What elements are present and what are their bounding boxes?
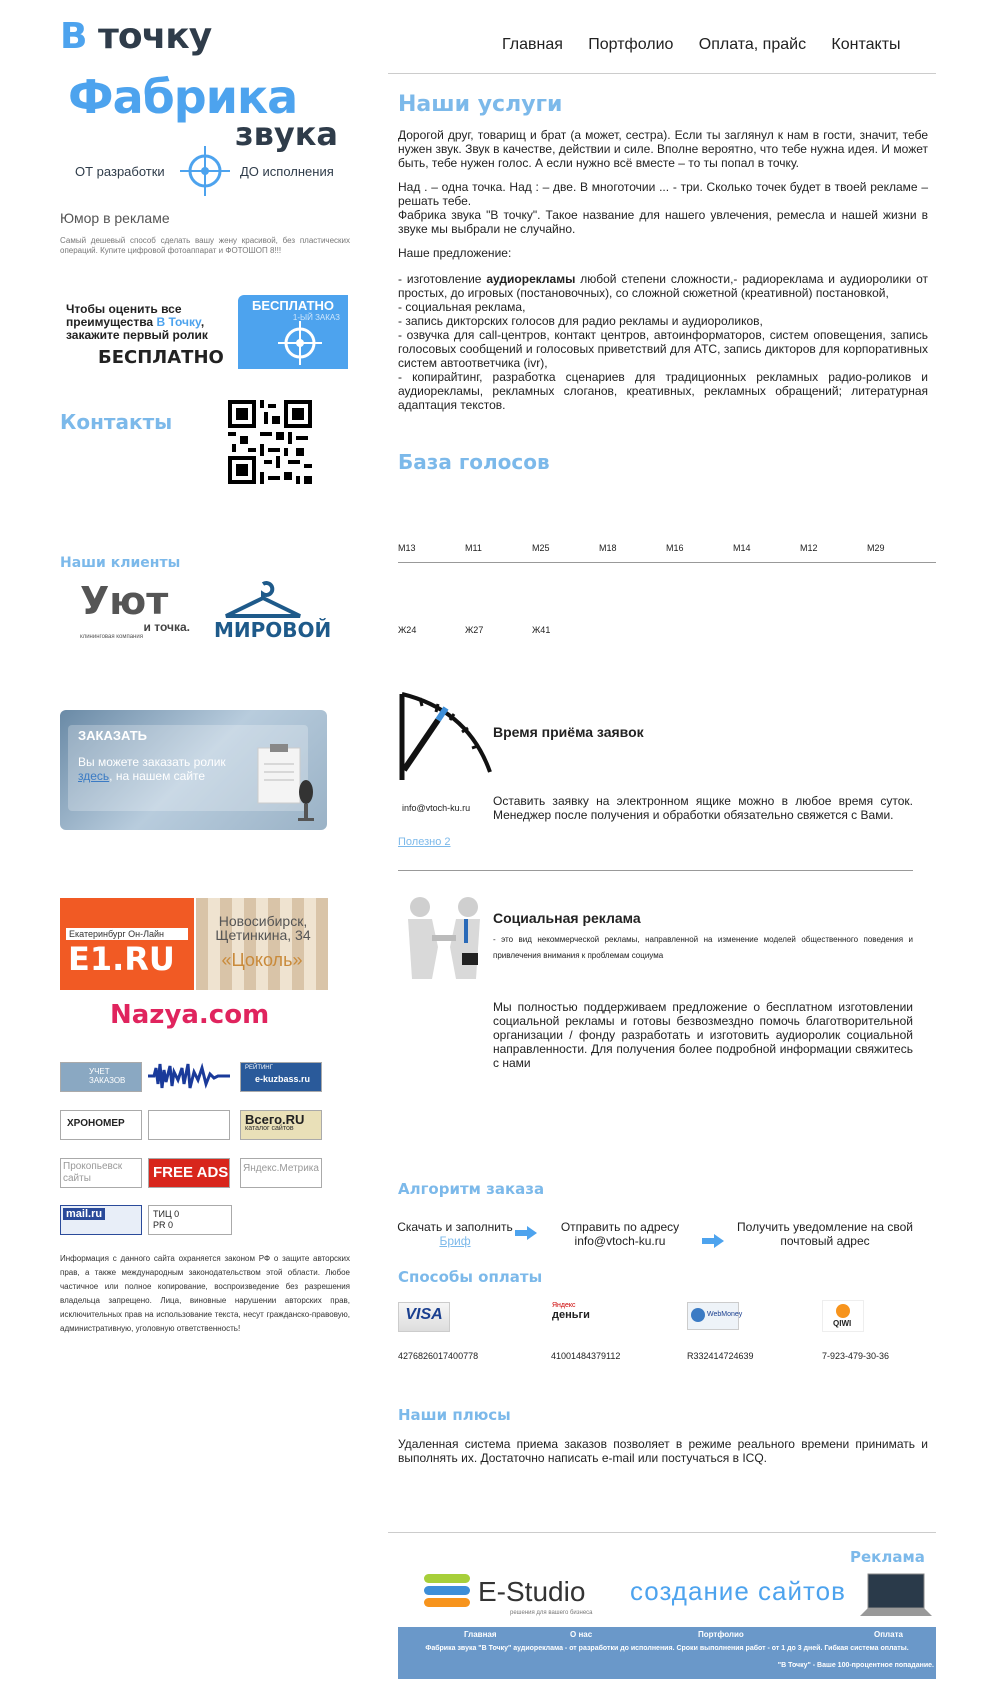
estudio-name: E-Studio bbox=[478, 1576, 586, 1607]
client1-big: Уют bbox=[80, 579, 169, 623]
badge-tic[interactable] bbox=[148, 1205, 232, 1235]
promo-free: БЕСПЛАТНО bbox=[98, 347, 224, 368]
copyright-text: Информация с данного сайта охраняется законом РФ о защите авторских прав, а также международным законодательством этой области. Любое частичное или полное копирование, воспроизведение без разрешения владельца запрещено. Лица, виновные нарушении авторских прав, исключительных прав на использование текста, несут гражданско-правовую, административную, уголовную ответственность! bbox=[60, 1254, 350, 1333]
hours-title: Время приёма заявок bbox=[493, 724, 644, 740]
ad-title: Реклама bbox=[850, 1548, 925, 1566]
promo-line2: преимущества bbox=[66, 315, 154, 329]
badge-freeads-text: FREE ADS bbox=[153, 1164, 229, 1181]
footer-link-about[interactable]: О нас bbox=[570, 1630, 593, 1639]
qiwi-icon bbox=[835, 1303, 851, 1319]
voice-item[interactable]: М12 bbox=[800, 543, 818, 553]
algo-step1 bbox=[395, 1220, 515, 1248]
logo-small bbox=[60, 16, 211, 57]
logo-block[interactable] bbox=[60, 14, 360, 194]
order-link[interactable]: здесь bbox=[78, 769, 110, 783]
badge-tic-text: ТИЦ 0 PR 0 bbox=[153, 1209, 180, 1230]
promo-badge-sub: 1-ЫЙ ЗАКАЗ bbox=[292, 313, 340, 322]
logo-tagline-right: ДО исполнения bbox=[240, 164, 334, 179]
qiwi-text: QIWI bbox=[833, 1319, 852, 1328]
services-p2b: Фабрика звука "В точку". Такое название для нашего увлечения, ремесла и нашей жизни в звуке мы выбрали не случайно. bbox=[398, 208, 928, 236]
offer-item: - копирайтинг, разработка сценариев для традиционных рекламных радио-роликов и аудиорекламы, рекламных слоганов, креативных, рекламных обращений; литературная адаптация текстов. bbox=[398, 370, 928, 412]
voice-item[interactable]: М29 bbox=[867, 543, 885, 553]
order-text bbox=[78, 755, 238, 783]
badge-uchet[interactable] bbox=[60, 1062, 142, 1092]
algorithm-title: Алгоритм заказа bbox=[398, 1180, 545, 1198]
badge-yandex-text: Яндекс.Метрика bbox=[243, 1163, 319, 1174]
social-title: Социальная реклама bbox=[493, 910, 641, 926]
badge-chronomer-text: ХРОНОМЕР bbox=[67, 1118, 125, 1129]
webmoney-number: R332414724639 bbox=[687, 1351, 754, 1361]
nsk-brand: «Цоколь» bbox=[221, 950, 303, 970]
qiwi-number: 7-923-479-30-36 bbox=[822, 1351, 890, 1361]
footer-links bbox=[398, 1627, 936, 1641]
order-text-1: Вы можете заказать ролик bbox=[78, 755, 226, 769]
order-text-2: , на нашем сайте bbox=[109, 769, 206, 783]
nsk-banner[interactable] bbox=[196, 898, 328, 990]
main-nav bbox=[480, 36, 901, 54]
qr-code[interactable] bbox=[228, 400, 312, 484]
social-sub: - это вид некоммерческой рекламы, направленной на изменение моделей общественного поведения и привлечения внимания к проблемам социума bbox=[493, 935, 913, 960]
estudio-banner[interactable] bbox=[420, 1570, 940, 1620]
order-title: ЗАКАЗАТЬ bbox=[78, 728, 148, 743]
clipboard-mic-icon bbox=[250, 740, 320, 825]
promo-badge bbox=[238, 295, 348, 369]
client1-small: и точка. bbox=[143, 620, 190, 634]
footer-divider bbox=[388, 1532, 936, 1533]
arrow-right-icon bbox=[515, 1226, 537, 1240]
footer-link-home[interactable]: Главная bbox=[464, 1630, 497, 1639]
nav-contacts[interactable]: Контакты bbox=[831, 36, 901, 53]
voices-divider bbox=[398, 562, 936, 563]
badge-vsego[interactable] bbox=[240, 1110, 322, 1140]
badge-ekuzbass-text: e-kuzbass.ru bbox=[255, 1074, 311, 1084]
voice-item[interactable]: Ж24 bbox=[398, 625, 417, 635]
visa-text: VISA bbox=[405, 1306, 443, 1323]
hours-link[interactable]: Полезно 2 bbox=[398, 836, 451, 848]
voice-item[interactable]: М13 bbox=[398, 543, 416, 553]
offer-intro bbox=[398, 272, 928, 300]
e1-main: E1.RU bbox=[68, 940, 175, 978]
promo-banner[interactable] bbox=[60, 295, 348, 370]
logo-small-v: В bbox=[60, 16, 87, 57]
footer-line2: "В Точку" - Ваше 100-процентное попадание. bbox=[777, 1662, 934, 1669]
e1-banner[interactable] bbox=[60, 898, 194, 990]
webmoney-logo[interactable] bbox=[687, 1302, 743, 1330]
voice-item[interactable]: М18 bbox=[599, 543, 617, 553]
promo-target-icon bbox=[278, 321, 322, 365]
badge-vsego-text: Всего.RU bbox=[245, 1112, 305, 1127]
handshake-icon bbox=[398, 895, 490, 979]
hours-email[interactable]: info@vtoch-ku.ru bbox=[402, 803, 471, 813]
promo-text: Чтобы оценить все преимущества В Точку, закажите первый ролик bbox=[66, 302, 208, 342]
client2-name: МИРОВОЙ bbox=[214, 618, 332, 642]
offer-item: - социальная реклама, bbox=[398, 300, 526, 314]
yandex-bottom: деньги bbox=[552, 1309, 590, 1321]
yandex-money-logo[interactable] bbox=[552, 1302, 602, 1330]
pluses-text: Удаленная система приема заказов позволяет в режиме реального времени принимать и выполнять их. Достаточно написать e-mail или постучаться в ICQ. bbox=[398, 1437, 928, 1465]
voice-item[interactable]: М16 bbox=[666, 543, 684, 553]
voices-title: База голосов bbox=[398, 450, 550, 474]
nav-pricing[interactable]: Оплата, прайс bbox=[698, 36, 807, 53]
badge-prokopyevsk[interactable] bbox=[60, 1158, 142, 1188]
voice-item[interactable]: Ж27 bbox=[465, 625, 484, 635]
nsk-text: Новосибирск, Щетинкина, 34 bbox=[215, 913, 311, 943]
badge-mailru[interactable] bbox=[60, 1205, 142, 1235]
offer-item: - озвучка для call-центров, контакт центров, автоинформаторов, систем оповещения, запись голосовых сообщений и голосовых приветствий для АТС, запись дикторов для корпоративных систем автоответчика (ivr), bbox=[398, 328, 928, 370]
hanger-icon bbox=[218, 580, 308, 620]
services-p2 bbox=[398, 180, 928, 208]
promo-line1: Чтобы оценить все bbox=[66, 302, 182, 316]
footer bbox=[398, 1627, 936, 1679]
qiwi-logo[interactable] bbox=[822, 1300, 864, 1332]
promo-badge-title: БЕСПЛАТНО bbox=[251, 298, 335, 313]
algo-step2-2: info@vtoch-ku.ru bbox=[574, 1234, 666, 1248]
nav-home[interactable]: Главная bbox=[502, 36, 563, 53]
laptop-icon bbox=[860, 1570, 940, 1620]
badge-vsego-sub: каталог сайтов bbox=[245, 1125, 294, 1132]
yandex-top: Яндекс bbox=[552, 1302, 576, 1309]
voice-item[interactable]: М25 bbox=[532, 543, 550, 553]
footer-link-portfolio[interactable]: Портфолио bbox=[698, 1630, 744, 1639]
creation-text: создание сайтов bbox=[630, 1576, 846, 1606]
offer-intro-bold: аудиорекламы bbox=[486, 272, 576, 286]
offer-item: - запись дикторских голосов для радио рекламы и аудиороликов, bbox=[398, 314, 763, 328]
footer-line1: Фабрика звука "В Точку" аудиореклама - от разработки до исполнения. Сроки выполнения работ - от 1 до 3 дней. Гибкая система оплаты. bbox=[425, 1645, 909, 1652]
hours-text: Оставить заявку на электронном ящике можно в любое время суток. Менеджер после получения и обработки обязательно свяжется с Вами. bbox=[493, 794, 913, 822]
crosshair-icon bbox=[180, 146, 230, 196]
estudio-bar bbox=[424, 1574, 470, 1583]
services-title: Наши услуги bbox=[398, 92, 563, 117]
offer-intro-pre: - изготовление bbox=[398, 272, 487, 286]
nav-divider bbox=[388, 73, 936, 74]
yandex-number: 41001484379112 bbox=[551, 1351, 621, 1361]
logo-tagline-left: ОТ разработки bbox=[75, 164, 165, 179]
services-p2-1: Над . – одна точка. Над : – две. В многоточии ... - три. Сколько точек будет в твоей рекламе – решать тебе. bbox=[398, 180, 928, 208]
humor-title: Юмор в рекламе bbox=[60, 210, 170, 226]
estudio-sub: решения для вашего бизнеса bbox=[510, 1610, 593, 1616]
promo-line3: закажите первый ролик bbox=[66, 328, 208, 342]
footer-link-pay[interactable]: Оплата bbox=[874, 1630, 903, 1639]
badge-freeads[interactable] bbox=[148, 1158, 230, 1188]
hours-divider bbox=[398, 870, 913, 871]
globe-icon bbox=[690, 1307, 706, 1323]
webmoney-text: WebMoney bbox=[707, 1311, 743, 1318]
badge-mailru-text: mail.ru bbox=[63, 1208, 105, 1220]
badge-yandex-metrika[interactable] bbox=[240, 1158, 322, 1188]
client-logo-uyut[interactable] bbox=[80, 579, 190, 648]
voice-item[interactable]: М14 bbox=[733, 543, 751, 553]
nav-portfolio[interactable]: Портфолио bbox=[588, 36, 674, 53]
services-content bbox=[398, 128, 928, 422]
visa-logo[interactable] bbox=[398, 1302, 450, 1332]
logo-main-2: звука bbox=[235, 115, 339, 153]
soundwave-banner[interactable] bbox=[148, 1062, 230, 1090]
badge-ekuzbass[interactable] bbox=[240, 1062, 322, 1092]
estudio-bar bbox=[424, 1586, 470, 1595]
offer-title: Наше предложение: bbox=[398, 246, 512, 260]
social-text: Мы полностью поддерживаем предложение о бесплатном изготовлении социальной рекламы и готовы безвозмездно помочь благотворительной организации / фонду разработать и изготовить аудиоролик социальной направленности. Для получения более подробной информации свяжитесь с нами bbox=[493, 1000, 913, 1070]
offer-intro-post: любой степени сложности,- радиореклама и аудиоролики от простых, до игровых (постановочных), со сложной сюжетной (креативной) постановкой, bbox=[398, 272, 928, 300]
badge-empty[interactable] bbox=[148, 1110, 230, 1140]
voice-item[interactable]: М11 bbox=[465, 543, 482, 553]
visa-number: 4276826017400778 bbox=[398, 1351, 479, 1361]
services-p1: Дорогой друг, товарищ и брат (а может, сестра). Если ты заглянул к нам в гости, значит, тебе нужен звук. Звук в качестве, действии и силе. Вполне вероятно, что тебе нужна идея. И может быть, тебе нужен голос. А если нужно всё вместе – то ты попал в точку. bbox=[398, 128, 928, 170]
client1-sub: клининговая компания bbox=[80, 634, 143, 640]
algo-brief-link[interactable]: Бриф bbox=[439, 1234, 471, 1248]
algo-step1-text: Скачать и заполнить bbox=[397, 1220, 513, 1234]
clients-title: Наши клиенты bbox=[60, 555, 181, 571]
badge-uchet-text: УЧЕТ ЗАКАЗОВ bbox=[89, 1067, 126, 1085]
humor-text: Самый дешевый способ сделать вашу жену красивой, без пластических операций. Купите цифровой фотоаппарат и ФОТОШОП 8!!! bbox=[60, 236, 350, 255]
arrow-right-icon bbox=[702, 1234, 724, 1248]
badge-chronomer[interactable] bbox=[60, 1110, 142, 1140]
estudio-bar bbox=[424, 1598, 470, 1607]
logo-main-1: Фабрика bbox=[68, 70, 298, 124]
pluses-title: Наши плюсы bbox=[398, 1406, 511, 1424]
algo-step3: Получить уведомление на свой почтовый адрес bbox=[737, 1220, 913, 1248]
order-box[interactable] bbox=[60, 710, 327, 830]
nazya-logo[interactable]: Nazya.com bbox=[110, 1000, 270, 1030]
algo-step2-1: Отправить по адресу bbox=[560, 1220, 680, 1234]
logo-small-rest: точку bbox=[86, 16, 212, 57]
clock-icon bbox=[398, 690, 493, 780]
promo-brand: В Точку bbox=[156, 315, 201, 329]
badge-rating: РЕЙТИНГ bbox=[245, 1065, 273, 1071]
badge-prokopyevsk-text: Прокопьевск сайты bbox=[63, 1161, 123, 1184]
payment-title: Способы оплаты bbox=[398, 1268, 543, 1286]
client-logo-mirovoy[interactable] bbox=[208, 580, 332, 650]
contacts-title: Контакты bbox=[60, 410, 173, 434]
voice-item[interactable]: Ж41 bbox=[532, 625, 551, 635]
e1-top: Екатеринбург Он-Лайн bbox=[66, 928, 188, 940]
estudio-logo-bars bbox=[424, 1574, 470, 1607]
algo-step2 bbox=[550, 1220, 690, 1248]
